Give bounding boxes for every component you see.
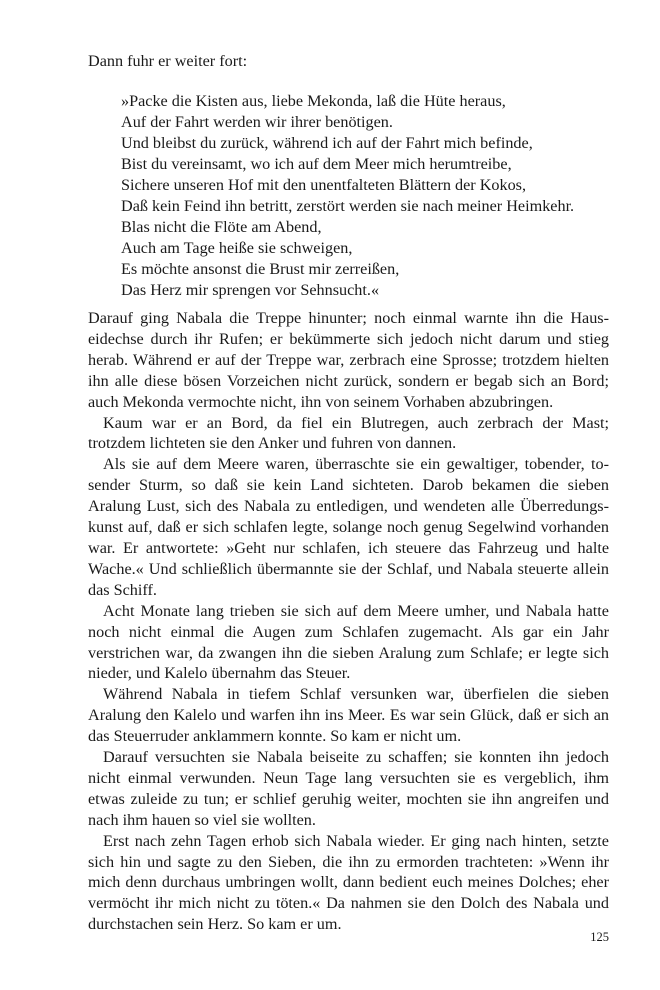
poem-line: Auch am Tage heiße sie schweigen, (121, 239, 353, 257)
paragraph: Als sie auf dem Meere waren, überraschte sie ein gewaltiger, tobender, tosender Sturm, so daß sie kein Land sichteten. Darob bekamen die sieben Aralung Lust, sich des Nabala zu entledigen, und wendeten alle Überredungskunst auf, daß er sich schlafen legte, solange noch genug Segelwind vorhanden war. Er antwortete: »Geht nur schlafen, ich steuere das Fahrzeug und halte Wache.« Und schließlich übermannte sie der Schlaf, und Nabala steuerte allein das Schiff. (88, 455, 609, 599)
poem-line: Es möchte ansonst die Brust mir zerreißen, (121, 260, 400, 278)
paragraph: Während Nabala in tiefem Schlaf versunken war, überfielen die sieben Aralung den Kalelo und warfen ihn ins Meer. Es war sein Glück, daß er sich an das Steuerruder anklammern konnte. So kam er nicht um. (88, 685, 609, 746)
poem-line: Sichere unseren Hof mit den unentfalteten Blättern der Kokos, (121, 176, 527, 194)
body-text (88, 308, 609, 935)
poem-line: »Packe die Kisten aus, liebe Mekonda, laß die Hüte heraus, (121, 92, 506, 110)
poem-line: Bist du vereinsamt, wo ich auf dem Meer mich herumtreibe, (121, 155, 512, 173)
poem-line: Auf der Fahrt werden wir ihrer benötigen. (121, 113, 393, 131)
intro-line: Dann fuhr er weiter fort: (88, 52, 248, 70)
paragraph: Kaum war er an Bord, da fiel ein Blutregen, auch zerbrach der Mast; trotzdem lichteten sie den Anker und fuhren von dannen. (88, 413, 609, 453)
paragraph: Acht Monate lang trieben sie sich auf dem Meere umher, und Nabala hatte noch nicht einmal die Augen zum Schlafen zugemacht. Als gar ein Jahr verstrichen war, da zwangen ihn die sieben Aralung zum Schlafe; er legte sich nieder, und Kalelo übernahm das Steuer. (88, 601, 609, 683)
poem-line: Blas nicht die Flöte am Abend, (121, 218, 322, 236)
poem-line: Daß kein Feind ihn betritt, zerstört werden sie nach meiner Heimkehr. (121, 197, 575, 215)
paragraph: Erst nach zehn Tagen erhob sich Nabala wieder. Er ging nach hinten, setzte sich hin und sagte zu den Sieben, die ihn zu ermorden trachteten: »Wenn ihr mich denn durchaus umbringen wollt, dann bedient euch meines Dolches; eher vermöcht ihr mich nicht zu töten.« Da nahmen sie den Dolch des Nabala und durchstachen sein Herz. So kam er um. (88, 831, 609, 934)
page-number: 125 (590, 930, 609, 944)
poem-line: Und bleibst du zurück, während ich auf der Fahrt mich befinde, (121, 134, 533, 152)
poem-line: Das Herz mir sprengen vor Sehnsucht.« (121, 281, 380, 299)
paragraph: Darauf ging Nabala die Treppe hinunter; noch einmal warnte ihn die Hauseidechse durch ihr Rufen; er bekümmerte sich jedoch nicht darum und stieg herab. Während er auf der Treppe war, zerbrach eine Sprosse; trotzdem hielten ihn alle diese bösen Vorzeichen nicht zurück, sondern er begab sich an Bord; auch Mekonda vermochte nicht, ihn von seinem Vorhaben abzubringen. (88, 309, 609, 411)
paragraph: Darauf versuchten sie Nabala beiseite zu schaffen; sie konnten ihn jedoch nicht einmal verwunden. Neun Tage lang versuchten sie es vergeblich, ihm etwas zuleide zu tun; er schlief geruhig weiter, mochten sie ihn angreifen und nach ihm hauen so viel sie wollten. (88, 748, 609, 829)
poem-block (121, 91, 574, 301)
